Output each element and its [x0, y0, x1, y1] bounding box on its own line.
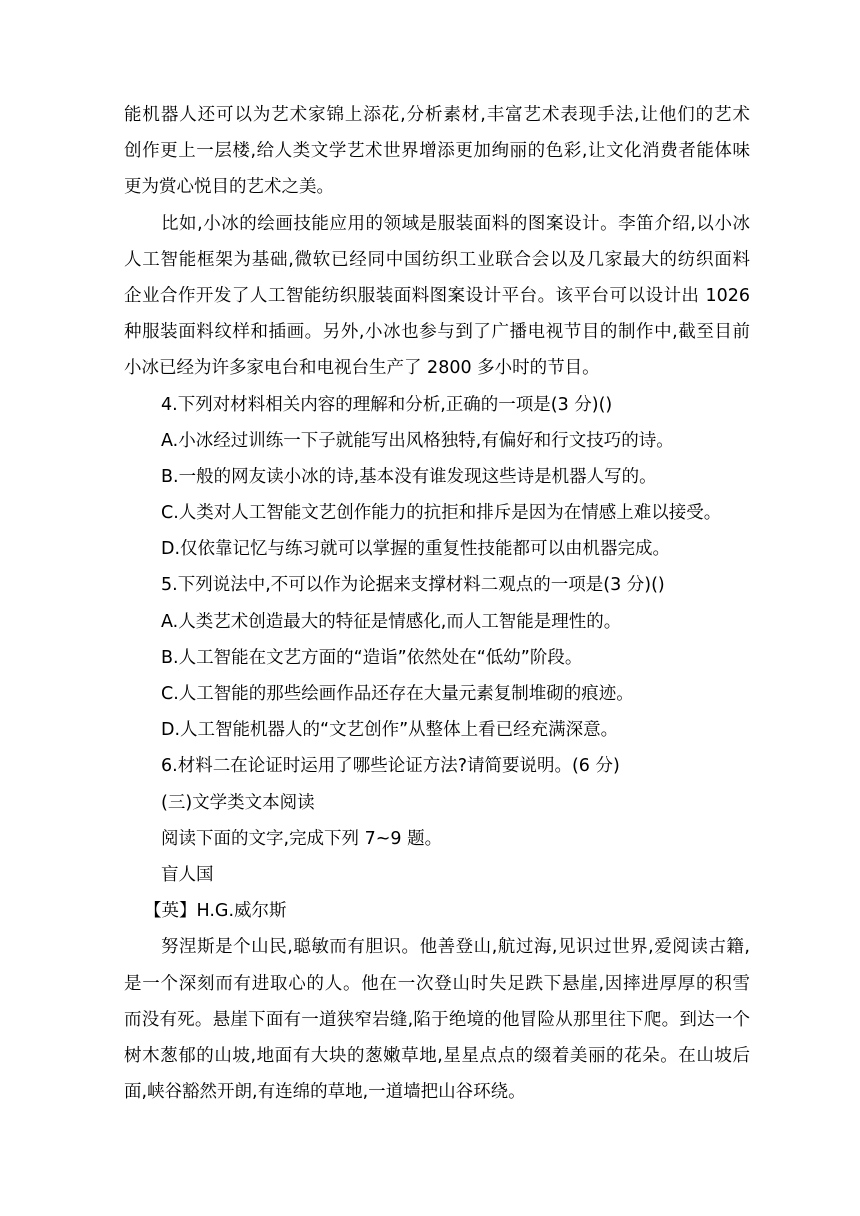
story-paragraph: [124, 929, 750, 1110]
answer-option: A.小冰经过训练一下子就能写出风格独特,有偏好和行文技巧的诗。: [161, 430, 674, 451]
answer-option: D.人工智能机器人的“文艺创作”从整体上看已经充满深意。: [161, 720, 619, 741]
answer-option: D.仅依靠记忆与练习就可以掌握的重复性技能都可以由机器完成。: [161, 539, 671, 560]
answer-option: C.人类对人工智能文艺创作能力的抗拒和排斥是因为在情感上难以接受。: [161, 503, 722, 524]
question-6: 6.材料二在论证时运用了哪些论证方法?请简要说明。(6 分): [161, 756, 620, 777]
text-line: 努涅斯是个山民,聪敏而有胆识。他善登山,航过海,见识过世界,爱阅读古籍,: [161, 937, 750, 958]
question-stem: 4.下列对材料相关内容的理解和分析,正确的一项是(3 分)(): [161, 394, 613, 415]
text-line: 企业合作开发了人工智能纺织服装面料图案设计平台。该平台可以设计出 1026: [124, 285, 750, 306]
text-line: 是一个深刻而有进取心的人。他在一次登山时失足跌下悬崖,因摔进厚厚的积雪: [124, 973, 750, 994]
text-line: 树木葱郁的山坡,地面有大块的葱嫩草地,星星点点的缀着美丽的花朵。在山坡后: [124, 1045, 750, 1066]
text-line: 种服装面料纹样和插画。另外,小冰也参与到了广播电视节目的制作中,截至目前: [124, 322, 750, 343]
question-5: [124, 567, 750, 748]
answer-option: C.人工智能的那些绘画作品还存在大量元素复制堆砌的痕迹。: [161, 684, 634, 704]
text-line: 比如,小冰的绘画技能应用的领域是服装面料的图案设计。李笛介绍,以小冰: [161, 213, 750, 234]
text-line: 小冰已经为许多家电台和电视台生产了 2800 多小时的节目。: [124, 358, 600, 379]
text-line: 而没有死。悬崖下面有一道狭窄岩缝,陷于绝境的他冒险从那里往下爬。到达一个: [124, 1009, 750, 1030]
intro-paragraph: [124, 97, 750, 206]
text-line: 能机器人还可以为艺术家锦上添花,分析素材,丰富艺术表现手法,让他们的艺术: [124, 105, 750, 125]
question-4: [124, 387, 750, 568]
story-title: 盲人国: [161, 864, 214, 885]
question-stem: 5.下列说法中,不可以作为论据来支撑材料二观点的一项是(3 分)(): [161, 575, 665, 596]
section-heading: (三)文学类文本阅读: [161, 792, 315, 813]
text-line: 面,峡谷豁然开朗,有连绵的草地,一道墙把山谷环绕。: [124, 1082, 526, 1103]
text-line: 创作更上一层楼,给人类文学艺术世界增添更加绚丽的色彩,让文化消费者能体味: [124, 141, 750, 162]
story-author: 【英】H.G.威尔斯: [144, 901, 287, 922]
text-line: 人工智能框架为基础,微软已经同中国纺织工业联合会以及几家最大的纺织面料: [124, 249, 750, 270]
answer-option: B.人工智能在文艺方面的“造诣”依然处在“低幼”阶段。: [161, 647, 583, 668]
reading-instruction: 阅读下面的文字,完成下列 7~9 题。: [161, 828, 443, 849]
example-paragraph: [124, 206, 750, 387]
answer-option: A.人类艺术创造最大的特征是情感化,而人工智能是理性的。: [161, 611, 622, 632]
text-line: 更为赏心悦目的艺术之美。: [124, 177, 334, 198]
answer-option: B.一般的网友读小冰的诗,基本没有谁发现这些诗是机器人写的。: [161, 466, 657, 487]
